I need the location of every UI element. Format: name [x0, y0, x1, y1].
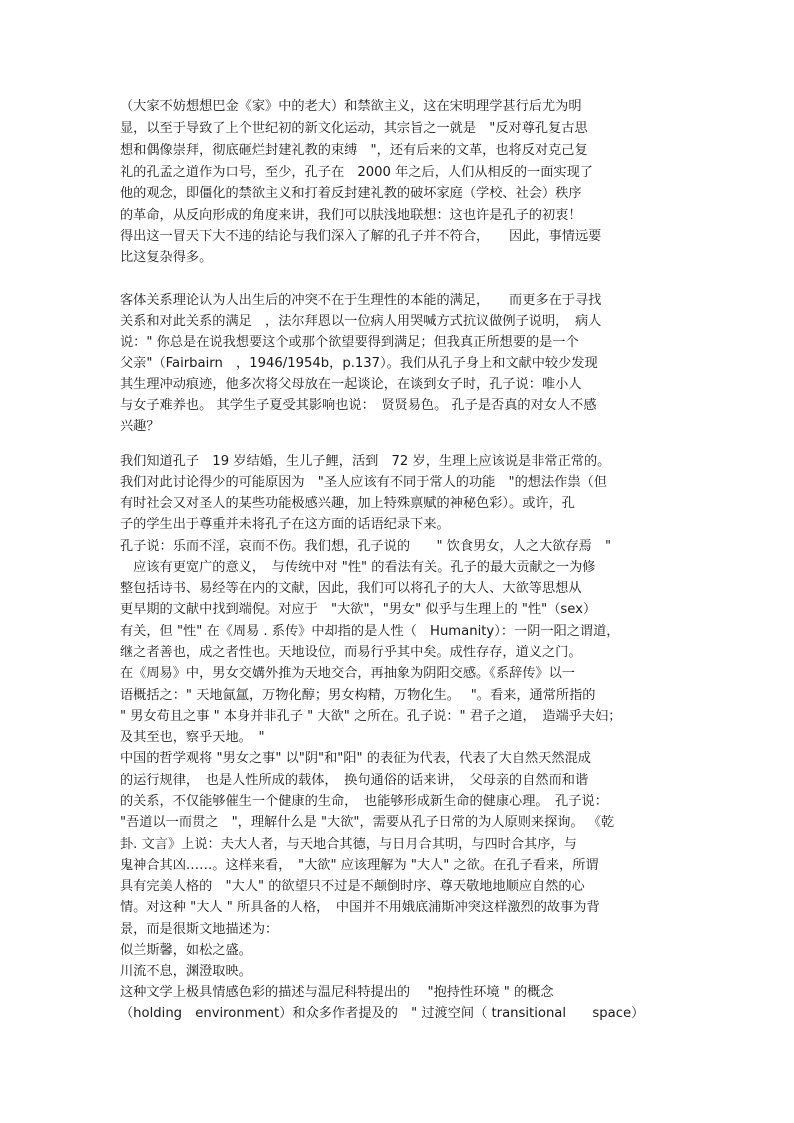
- text-line: 父亲"（Fairbairn ，1946/1954b，p.137）。我们从孔子身上和文献中较少发现: [120, 356, 598, 371]
- text-line: 想和偶像崇拜，彻底砸烂封建礼教的束缚 "，还有后来的文革，也将反对克己复: [120, 143, 588, 158]
- text-line: 语概括之：" 天地氤氲，万物化醇；男女构精，万物化生。 "。看来，通常所指的: [120, 688, 596, 703]
- text-line: 应该有更宽广的意义， 与传统中对 "性" 的看法有关。孔子的最大贡献之一为修: [120, 560, 596, 575]
- text-line: 在《周易》中，男女交媾外推为天地交合，再抽象为阴阳交感。《系辞传》以一: [120, 666, 575, 681]
- text-line: 及其至也，察乎天地。 ": [120, 730, 265, 745]
- text-line: （大家不妨想想巴金《家》中的老大）和禁欲主义，这在宋明理学甚行后尤为明: [120, 99, 582, 114]
- text-line: 卦. 文言》上说：夫大人者，与天地合其德，与日月合其明，与四时合其序，与: [120, 837, 577, 852]
- text-line: 兴趣？: [120, 419, 160, 434]
- text-line: 景，而是很斯文地描述为：: [120, 922, 279, 937]
- text-line: 情。对这种 "大人 " 所具备的人格， 中国并不用娥底浦斯冲突这样激烈的故事为背: [120, 900, 600, 915]
- text-line: 整包括诗书、易经等在内的文献，因此，我们可以将孔子的大人、大欲等思想从: [120, 581, 582, 596]
- text-line: 中国的哲学观将 "男女之事" 以"阴"和"阳" 的表征为代表，代表了大自然天然混成: [120, 751, 591, 766]
- text-line: "吾道以一而贯之 "，理解什么是 "大欲"，需要从孔子日常的为人原则来探询。 《乾: [120, 815, 615, 830]
- text-line: 有时社会又对圣人的某些功能极感兴趣，加上特殊禀赋的神秘色彩）。或许，孔: [120, 496, 575, 511]
- text-line: 有关，但 "性" 在《周易 . 系传》中却指的是人性（ Humanity）：一阴一阳之谓道，: [120, 624, 620, 639]
- text-line: 其生理冲动痕迹，他多次将父母放在一起谈论，在谈到女子时，孔子说：唯小人: [120, 377, 582, 392]
- text-line: 我们知道孔子 19 岁结婚，生儿子鲤，活到 72 岁，生理上应该说是非常正常的。: [120, 454, 611, 469]
- text-line: 似兰斯馨，如松之盛。: [120, 943, 252, 958]
- text-line: （holding environment）和众多作者提及的 " 过渡空间（ transitional space）: [120, 1006, 645, 1021]
- text-line: 具有完美人格的 "大人" 的欲望只不过是不颠倒时序、尊天敬地地顺应自然的心: [120, 879, 585, 894]
- text-line: 他的观念，即僵化的禁欲主义和打着反封建礼教的破坏家庭（学校、社会）秩序: [120, 186, 582, 201]
- text-line: 川流不息，渊澄取映。: [120, 964, 252, 979]
- text-line: 更早期的文献中找到端倪。对应于 "大欲"，"男女" 似乎与生理上的 "性"（sex）: [120, 602, 597, 617]
- text-line: 比这复杂得多。: [120, 250, 213, 265]
- text-line: 得出这一冒天下大不违的结论与我们深入了解的孔子并不符合， 因此，事情远要: [120, 229, 602, 244]
- text-line: " 男女苟且之事 " 本身并非孔子 " 大欲" 之所在。孔子说：" 君子之道， 造端乎夫妇；: [120, 709, 622, 724]
- text-line: 的关系，不仅能够催生一个健康的生命， 也能够形成新生命的健康心理。 孔子说：: [120, 794, 608, 809]
- text-line: 的革命，从反向形成的角度来讲，我们可以肤浅地联想：这也许是孔子的初衷！: [120, 208, 582, 223]
- text-line: 关系和对此关系的满足 ，法尔拜恩以一位病人用哭喊方式抗议做例子说明， 病人: [120, 314, 602, 329]
- text-line: 孔子说：乐而不淫，哀而不伤。我们想，孔子说的 " 饮食男女，人之大欲存焉 ": [120, 539, 612, 554]
- text-line: 这种文学上极具情感色彩的描述与温尼科特提出的 "抱持性环境 " 的概念: [120, 985, 554, 1000]
- text-line: 礼的孔孟之道作为口号，至少，孔子在 2000 年之后，人们从相反的一面实现了: [120, 165, 593, 180]
- text-line: 继之者善也，成之者性也。天地设位，而易行乎其中矣。成性存存，道义之门。: [120, 645, 582, 660]
- text-line: 鬼神合其凶……。这样来看， "大欲" 应该理解为 "大人" 之欲。在孔子看来，所谓: [120, 858, 599, 873]
- text-line: 我们对此讨论得少的可能原因为 "圣人应该有不同于常人的功能 "的想法作祟（但: [120, 475, 607, 490]
- text-line: 的运行规律， 也是人性所成的载体， 换句通俗的话来讲， 父母亲的自然而和谐: [120, 773, 589, 788]
- text-line: 与女子难养也。 其学生子夏受其影响也说： 贤贤易色。 孔子是否真的对女人不感: [120, 398, 597, 413]
- text-line: 显，以至于导致了上个世纪初的新文化运动，其宗旨之一就是 "反对尊孔复古思: [120, 121, 588, 136]
- text-line: 子的学生出于尊重并未将孔子在这方面的话语纪录下来。: [120, 517, 450, 532]
- text-line: 客体关系理论认为人出生后的冲突不在于生理性的本能的满足， 而更多在于寻找: [120, 293, 602, 308]
- text-line: 说：" 你总是在说我想要这个或那个欲望要得到满足；但我真正所想要的是一个: [120, 335, 579, 350]
